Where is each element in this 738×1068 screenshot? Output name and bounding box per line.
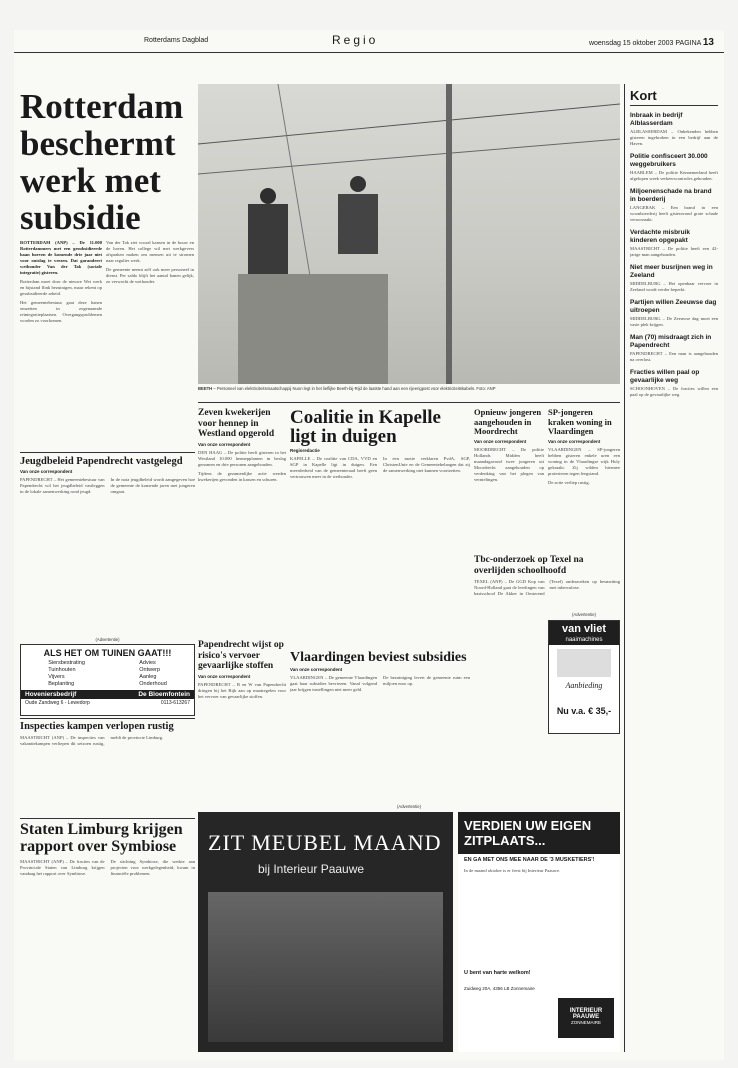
headline-subsidies: Vlaardingen beviest subsidies [290, 650, 467, 665]
power-line-workers-image [198, 84, 620, 384]
ad-tuin-title: ALS HET OM TUINEN GAAT!!! [43, 648, 172, 658]
lead-headline: Rotterdam beschermt werk met subsidie [20, 88, 184, 237]
page-header [14, 30, 724, 53]
ad-zitplaats-cta: U bent van harte welkom! [464, 970, 531, 976]
ad-label-tuin: (Advertentie) [95, 637, 120, 642]
headline-jeugdbeleid: Jeugdbeleid Papendrecht vastgelegd [20, 456, 183, 467]
headline-kampen: Inspecties kampen verlopen rustig [20, 721, 174, 732]
sidebar-item-headline: Niet meer busrijnen weg in Zeeland [630, 264, 713, 279]
sidebar-item-headline: Verdachte misbruik kinderen opgepakt [630, 229, 690, 244]
article-jeugdbeleid: Jeugdbeleid Papendrecht vastgelegd Van onze correspondent PAPENDRECHT – Het gemeentebestuur van Papendrecht wil het jeugdbeleid vastleggen in de lokale samenwerking rond jeugd. In de nota jeugdbeleid wordt aangegeven hoe de gemeente de komende jaren met jongeren omgaat. [20, 456, 195, 494]
ad-vanvliet [548, 620, 620, 734]
ad-vanvliet-offer: Aanbieding [565, 681, 603, 690]
living-room-image [208, 892, 443, 1042]
date-page: woensdag 15 oktober 2003 PAGINA 13 [588, 37, 714, 48]
news-photo [198, 84, 620, 384]
ad-tuin-shop2: De Bloemfontein [138, 691, 190, 698]
paauwe-logo: INTERIEUR PAAUWE ZONNEMAIRE [558, 998, 614, 1038]
headline-moordrecht: Opnieuw jongeren aangehouden in Moordrecht [474, 408, 542, 436]
headline-symbiose: Staten Limburg krijgen rapport over Symbiose [20, 821, 183, 855]
headline-stoffen: Papendrecht wijst op risico's vervoer gevaarlijke stoffen [198, 640, 284, 671]
sidebar-kort: Kort Inbraak in bedrijf Alblasserdam ALBLASSERDAM – Onbekenden hebben gisteren ingebroken in een bedrijf aan de Haven. Politie confisceert 30.000 weggebruikers HAARLEM – De politie Kennemerland heeft afgelopen week verkeerscontroles gehouden. Miljoenenschade na brand in boerderij LANGERAK – Een brand in een woonboerderij heeft gisteravond grote schade veroorzaakt. Verdachte misbruik kinderen opgepakt MAASTRICHT – De politie heeft een 42-jarige man aangehouden. Niet meer busrijnen weg in Zeeland MIDDELBURG – Het openbaar vervoer in Zeeland wordt verder beperkt. Partijen willen Zeeuwse dag uitroepen MIDDELBURG – De Zeeuwse dag moet een vaste plek krijgen. Man (70) misdraagt zich in Papendrecht PAPENDRECHT – Een man is aangehouden na overlast. Fracties willen paal op gevaarlijke weg SCHOONHOVEN – De fracties willen een paal op de gevaarlijke weg. [630, 88, 718, 397]
article-moordrecht: Opnieuw jongeren aangehouden in Moordrecht Van onze correspondent MOORDRECHT – De politie Hollands Midden heeft maandagavond twee jongeren uit Moordrecht aangehouden op verdenking van het plegen van vernielingen. [474, 408, 544, 482]
ad-tuin-phone: 0113-613267 [160, 700, 190, 706]
ad-zitplaats-title: VERDIEN UW EIGEN ZITPLAATS... [458, 812, 620, 854]
ad-tuin-col2: Advies Ontwerp Aanleg Onderhoud [139, 660, 167, 687]
headline-hennep: Zeven kwekerijen voor hennep in Westland opgerold [198, 408, 275, 439]
ad-zitplaats: VERDIEN UW EIGEN ZITPLAATS... EN GA MET ONS MEE NAAR DE '3 MUSKETIERS'! In de maand oktober is er feest bij Interieur Paauwe. U bent van harte welkom! Zuidweg 20A, 4356 LB Zonnemaire INTERIEUR PAAUWE ZONNEMAIRE [458, 812, 620, 1052]
sidebar-item-headline: Man (70) misdraagt zich in Papendrecht [630, 334, 712, 349]
ad-tuin-address: Oude Zandweg 6 - Lewedorp [25, 700, 90, 706]
ad-tuin-shop: Hoveniersbedrijf [25, 691, 77, 698]
lead-body-col1: ROTTERDAM (ANP) – De 11.000 Rotterdammers met een gesubsidieerde baan hoeven de komende drie jaar niet voor ontslag te vrezen. Dat garandeert wethouder Van der Tak (sociale integratie) gisteren. Rotterdam moet door de nieuwe Wet werk en bijstand flink bezuinigen, maar rekent op gesubsidieerde arbeid. Het gemeentebestuur gaat deze banen omzetten in zogenaamde reïntegratieplaatsen. Overgangsproblemen worden zo voorkomen. [20, 240, 102, 323]
sidebar-item-headline: Politie confisceert 30.000 weggebruikers [630, 153, 708, 168]
sidebar-title: Kort [630, 88, 718, 106]
article-vlaardingen-subsidies: Vlaardingen beviest subsidies Van onze correspondent VLAARDINGEN – De gemeente Vlaardingen gaat haar subsidies bevriezen. Vanaf volgend jaar krijgen instellingen niet meer geld. De bezuiniging levert de gemeente ruim een miljoen euro op. [290, 650, 470, 692]
ad-label-vanvliet: (Advertentie) [572, 612, 596, 617]
article-texel: Tbc-onderzoek op Texel na overlijden schoolhoofd TEXEL (ANP) – De GGD Kop van Noord-Holland gaat de leerlingen van basisschool De Akker in Oosterend (Texel) onderzoeken op besmetting met tuberculose. [474, 555, 620, 596]
ad-zitplaats-subtitle: EN GA MET ONS MEE NAAR DE '3 MUSKETIERS'! [464, 857, 595, 863]
ad-label-zitmeubel: (Advertentie) [397, 804, 421, 809]
headline-kapelle: Coalitie in Kapelle ligt in duigen [290, 408, 441, 447]
lead-headline-box [20, 88, 195, 238]
article-papendrecht-stoffen: Papendrecht wijst op risico's vervoer gevaarlijke stoffen Van onze correspondent PAPENDRECHT – B en W van Papendrecht dringen bij het Rijk aan op maatregelen voor het vervoer van gevaarlijke stoffen. [198, 640, 286, 699]
article-symbiose: Staten Limburg krijgen rapport over Symbiose MAASTRICHT (ANP) – De fracties van de Provinciale Staten van Limburg krijgen vandaag het rapport over Symbiose. De stichting Symbiose, die werkte aan projecten voor werkgelegenheid, kwam in financiële problemen. [20, 821, 195, 876]
headline-texel: Tbc-onderzoek op Texel na overlijden schoolhoofd [474, 555, 584, 576]
ad-zitmeubel-subtitle: bij Interieur Paauwe [258, 862, 365, 876]
article-hennep: Zeven kwekerijen voor hennep in Westland opgerold Van onze correspondent DEN HAAG – De politie heeft gisteren in het Westland 10.000 hennepplanten in beslag genomen en drie personen aangehouden. Tijdens de gezamenlijke actie werden kwekerijen gevonden in kassen en schuren. [198, 408, 286, 482]
ad-zitmeubel-title: ZIT MEUBEL MAAND [208, 830, 442, 855]
article-vlaardingen-kraak: SP-jongeren kraken woning in Vlaardingen Van onze correspondent VLAARDINGEN – SP-jongeren hebben gisteren enkele uren een woning in de Vlaardingse wijk Holy gekraakt. Zij wilden hiermee protesteren tegen leegstand. De actie verliep rustig. [548, 408, 620, 485]
sewing-machine-image [557, 649, 611, 677]
sidebar-item-headline: Partijen willen Zeeuwse dag uitroepen [630, 299, 717, 314]
ad-vanvliet-sub: naaimachines [549, 637, 619, 645]
ad-zitplaats-address: Zuidweg 20A, 4356 LB Zonnemaire [464, 986, 535, 991]
headline-sp-jongeren: SP-jongeren kraken woning in Vlaardingen [548, 408, 612, 436]
section-title: Regio [332, 33, 379, 47]
photo-caption: BEETH – Personeel van elektriciteitsmaatschappij Nuon legt in het lieflijke Beeth-bij-Rijd de laatste hand aan een rijeerigpost voor elektriciteitskabels. Foto: ANP [198, 386, 496, 391]
ad-tuinen [20, 644, 195, 716]
lead-intro: ROTTERDAM (ANP) – De 11.000 Rotterdammers met een gesubsidieerde baan hoeven de komende drie jaar niet voor ontslag te vrezen. Dat garandeert wethouder Van der Tak (sociale integratie) gisteren. [20, 240, 102, 275]
sidebar-item-headline: Fracties willen paal op gevaarlijke weg [630, 369, 700, 384]
article-kapelle: Coalitie in Kapelle ligt in duigen Regioredactie KAPELLE – De coalitie van CDA, VVD en SGP in Kapelle ligt in duigen. Een meerderheid van de gemeenteraad heeft geen vertrouwen meer in de wethouder. In een motie verklaren PvdA, SGP, ChristenUnie en de Gemeentebelangen dat zij de samenwerking niet kunnen voortzetten. [290, 408, 470, 479]
ad-zitmeubel [198, 812, 453, 1052]
ad-tuin-col1: Siersbestrating Tuinhouten Vijvers Beplanting [48, 660, 85, 687]
sidebar-item-headline: Inbraak in bedrijf Alblasserdam [630, 112, 683, 127]
article-kampen: Inspecties kampen verlopen rustig MAASTRICHT (ANP) – De inspecties van vakantiekampen verliepen dit seizoen rustig, meldt de provincie Limburg. [20, 721, 195, 816]
ad-vanvliet-brand: van vliet [549, 621, 619, 637]
lead-body-col2: Van der Tak ziet vooral kansen in de bouw en de haven. Het college wil met werkgevers afspraken maken om mensen uit te stromen naar regulier werk. De gemeente neemt zelf ook meer personeel in dienst. Per saldo blijft het aantal banen gelijk, zo verwacht de wethouder. [106, 240, 194, 284]
paper-name: Rotterdams Dagblad [144, 37, 209, 44]
ad-vanvliet-price: Nu v.a. € 35,- [556, 706, 612, 716]
sidebar-item-headline: Miljoenenschade na brand in boerderij [630, 188, 712, 203]
